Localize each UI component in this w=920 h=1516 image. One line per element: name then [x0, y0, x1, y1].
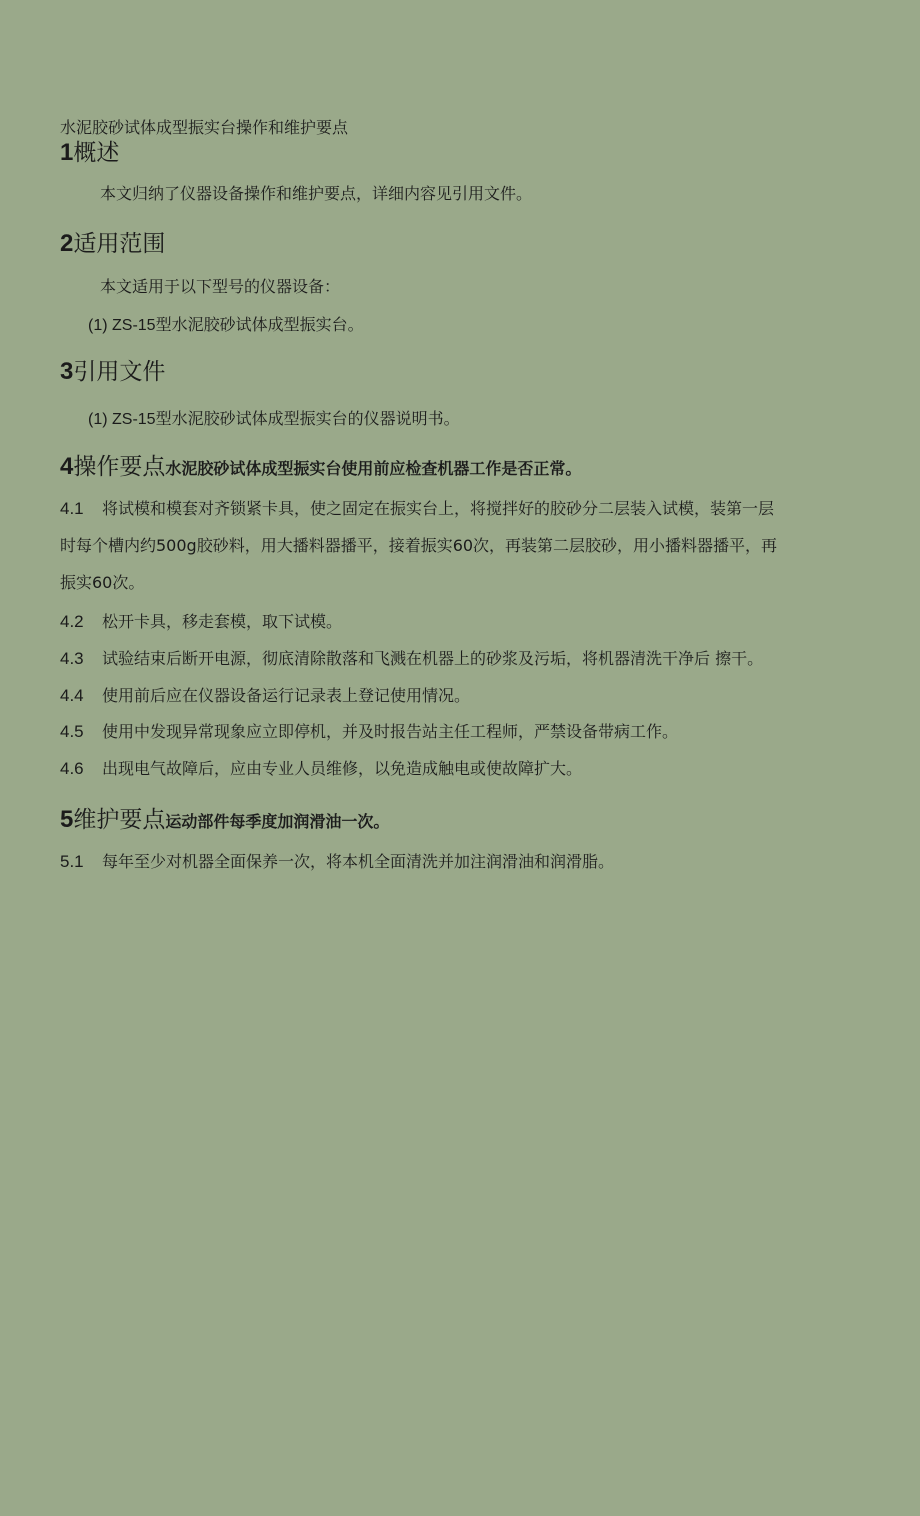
item-number: 4.4: [60, 686, 84, 705]
item-number: 5.1: [60, 852, 84, 871]
operation-item-4-5: [60, 722, 678, 742]
scope-paragraph: 本文适用于以下型号的仪器设备：: [100, 277, 341, 296]
section-heading-maintenance: [60, 806, 389, 836]
list-item-text: 型水泥胶砂试体成型振实台。: [155, 315, 364, 334]
item-line: 振实60次。: [60, 573, 145, 592]
item-line: 时每个槽内约500g胶砂料，用大播料器播平，接着振实60次，再装第二层胶砂，用小播料器播平，再: [60, 536, 778, 555]
references-list-item: [88, 409, 460, 430]
section-number: 4: [60, 453, 74, 480]
operation-item-4-4: [60, 686, 470, 706]
operation-item-4-2: [60, 612, 342, 632]
list-item-text: 型水泥胶砂试体成型振实台的仪器说明书。: [155, 409, 460, 428]
section-heading-scope: [60, 230, 165, 258]
item-text: 松开卡具，移走套模，取下试模。: [102, 612, 343, 631]
operation-item-4-1: [60, 490, 860, 601]
list-item-prefix: (1) ZS-15: [88, 317, 156, 334]
item-number: 4.2: [60, 612, 84, 631]
section-heading-operation: [60, 453, 581, 483]
item-text: 使用中发现异常现象应立即停机，并及时报告站主任工程师，严禁设备带病工作。: [102, 722, 679, 741]
scope-list-item: [88, 315, 364, 336]
item-text: 试验结束后断开电源，彻底清除散落和飞溅在机器上的砂浆及污垢，将机器清洗干净后 擦干。: [102, 649, 764, 668]
section-note: 运动部件每季度加润滑油一次。: [165, 812, 390, 831]
maintenance-item-5-1: [60, 852, 614, 872]
section-number: 1: [60, 139, 74, 166]
section-title: 维护要点: [73, 807, 166, 833]
document-title: 水泥胶砂试体成型振实台操作和维护要点: [60, 118, 349, 137]
item-text: 出现电气故障后，应由专业人员维修，以免造成触电或使故障扩大。: [102, 759, 583, 778]
item-line: [60, 490, 860, 527]
section-note: 水泥胶砂试体成型振实台使用前应检查机器工作是否正常。: [165, 459, 582, 478]
item-number: 4.6: [60, 759, 84, 778]
section-number: 2: [60, 230, 74, 257]
section-title: 适用范围: [73, 231, 166, 257]
section-number: 3: [60, 358, 74, 385]
list-item-prefix: (1) ZS-15: [88, 411, 156, 428]
section-title: 操作要点: [73, 454, 166, 480]
section-title: 概述: [73, 140, 120, 166]
section-number: 5: [60, 806, 74, 833]
item-number: 4.1: [60, 499, 84, 518]
section-title: 引用文件: [73, 359, 166, 385]
item-number: 4.5: [60, 722, 84, 741]
item-text: 将试模和模套对齐锁紧卡具，使之固定在振实台上，将搅拌好的胶砂分二层装入试模，装第一层: [102, 499, 775, 518]
item-text: 每年至少对机器全面保养一次，将本机全面清洗并加注润滑油和润滑脂。: [102, 852, 615, 871]
operation-item-4-3: [60, 649, 763, 669]
section-heading-references: [60, 358, 165, 386]
overview-paragraph: 本文归纳了仪器设备操作和维护要点，详细内容见引用文件。: [100, 184, 533, 203]
item-text: 使用前后应在仪器设备运行记录表上登记使用情况。: [102, 686, 471, 705]
item-number: 4.3: [60, 649, 84, 668]
operation-item-4-6: [60, 759, 582, 779]
section-heading-overview: [60, 139, 119, 167]
